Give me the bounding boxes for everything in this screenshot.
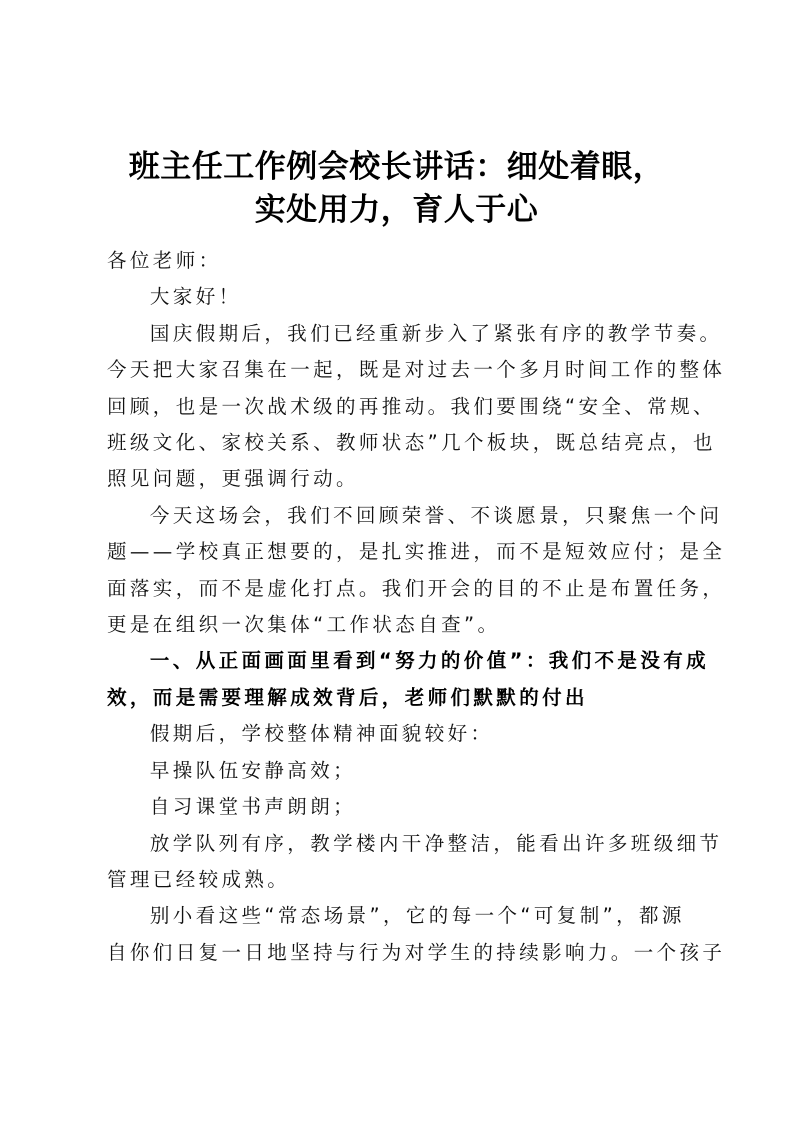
paragraph-line: 别小看这些“常态场景”，它的每一个“可复制”，都源	[149, 904, 685, 928]
paragraph-line: 早操队伍安静高效；	[149, 758, 356, 782]
paragraph-line: 放学队列有序，教学楼内干净整洁，能看出许多班级细节	[149, 831, 723, 855]
paragraph-focus	[107, 498, 726, 644]
greeting: 大家好！	[149, 285, 242, 309]
salutation: 各位老师：	[107, 249, 222, 272]
paragraph-line: 题——学校真正想要的，是扎实推进，而不是短效应付；是全	[107, 540, 726, 564]
title-line-1: 班主任工作例会校长讲话：细处着眼，	[128, 149, 665, 185]
paragraph-line: 更是在组织一次集体“工作状态自查”。	[107, 613, 501, 637]
paragraph-line: 照见问题，更强调行动。	[107, 467, 359, 491]
paragraph-routine-scenes	[107, 898, 726, 971]
paragraph-line: 管理已经较成熟。	[107, 867, 291, 891]
title-line-2: 实处用力，育人于心	[254, 192, 539, 228]
list-item-self-study	[107, 789, 689, 825]
paragraph-line: 假期后，学校整体精神面貌较好：	[149, 722, 494, 746]
paragraph-dismissal	[107, 826, 723, 899]
paragraph-overview	[107, 716, 689, 752]
paragraph-line: 班级文化、家校关系、教师状态”几个板块，既总结亮点，也	[107, 431, 716, 455]
paragraph-line: 今天把大家召集在一起，既是对过去一个多月时间工作的整体	[107, 358, 726, 382]
heading-line: 效，而是需要理解成效背后，老师们默默的付出	[107, 685, 588, 709]
document-body	[107, 243, 726, 971]
document-title	[90, 146, 703, 232]
paragraph-line: 国庆假期后，我们已经重新步入了紧张有序的教学节奏。	[149, 321, 723, 345]
paragraph-line: 回顾，也是一次战术级的再推动。我们要围绕“安全、常规、	[107, 394, 716, 418]
section-heading-1	[107, 643, 710, 716]
paragraph-line: 面落实，而不是虚化打点。我们开会的目的不止是布置任务，	[107, 576, 726, 600]
paragraph-intro	[107, 316, 726, 498]
paragraph-line: 今天这场会，我们不回顾荣誉、不谈愿景，只聚焦一个问	[149, 503, 723, 527]
paragraph-line: 自习课堂书声朗朗；	[149, 795, 356, 819]
list-item-morning-exercise	[107, 753, 689, 789]
heading-line: 一、从正面画面里看到“努力的价值”：我们不是没有成	[149, 649, 710, 673]
paragraph-line: 自你们日复一日地坚持与行为对学生的持续影响力。一个孩子	[107, 940, 726, 964]
